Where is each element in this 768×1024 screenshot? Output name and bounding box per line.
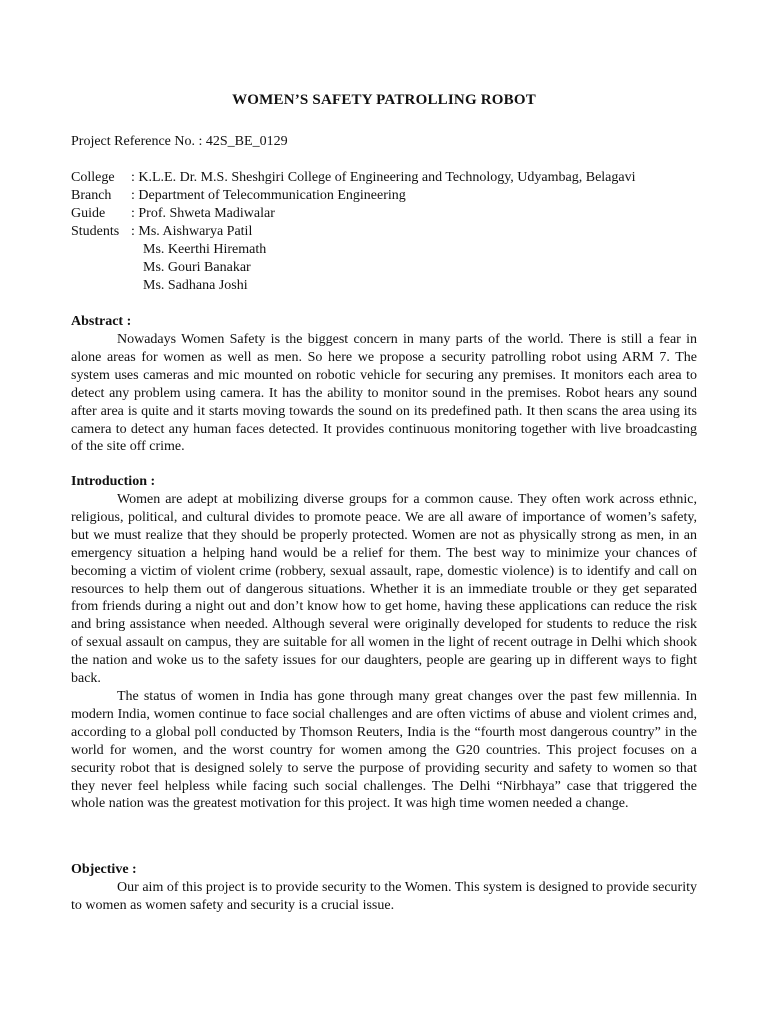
info-value: Ms. Keerthi Hiremath [143, 242, 267, 257]
objective-section [71, 861, 697, 915]
info-key: Branch [71, 188, 112, 203]
abstract-heading: Abstract : [71, 314, 132, 329]
info-row-college [71, 169, 636, 187]
objective-text: Our aim of this project is to provide security to the Women. This system is designed to provide security to women as women safety and security is a crucial issue. [71, 880, 697, 913]
info-value: : K.L.E. Dr. M.S. Sheshgiri College of Engineering and Technology, Udyambag, Belagavi [131, 170, 636, 185]
info-value: : Ms. Aishwarya Patil [131, 224, 253, 239]
info-key [71, 259, 143, 277]
info-key [71, 241, 143, 259]
info-row-student [71, 241, 636, 259]
project-info [71, 169, 636, 295]
objective-heading: Objective : [71, 862, 137, 877]
document-title: WOMEN’S SAFETY PATROLLING ROBOT [232, 92, 536, 108]
info-row-branch [71, 187, 636, 205]
info-value: Ms. Gouri Banakar [143, 260, 251, 275]
info-value: : Prof. Shweta Madiwalar [131, 206, 275, 221]
info-row-student [71, 259, 636, 277]
introduction-paragraph: The status of women in India has gone through many great changes over the past few millennia. In modern India, women continue to face social challenges and are often victims of abuse and violent crimes and, according to a global poll conducted by Thomson Reuters, India is the “fourth most dangerous country” in the world for women, and the worst country for women among the G20 countries. This project focuses on a security robot that is designed solely to serve the purpose of providing security and safety to women so that they never feel helpless while facing such social challenges. The Delhi “Nirbhaya” case that triggered the whole nation was the greatest motivation for this project. It was high time women needed a change. [71, 688, 697, 812]
info-key: Students [71, 224, 120, 239]
info-row-guide [71, 205, 636, 223]
introduction-heading: Introduction : [71, 474, 156, 489]
info-value: Ms. Sadhana Joshi [143, 278, 248, 293]
info-value: : Department of Telecommunication Engineering [131, 188, 406, 203]
info-key [71, 277, 143, 295]
abstract-section [71, 313, 697, 456]
info-row-student [71, 277, 636, 295]
abstract-text: Nowadays Women Safety is the biggest concern in many parts of the world. There is still a fear in alone areas for women as well as men. So here we propose a security patrolling robot using ARM 7. The system uses cameras and mic mounted on robotic vehicle for securing any premises. It monitors each area to detect any problem using camera. It has the ability to monitor sound in the premises. Robot hears any sound after area is quite and it starts moving towards the sound on its predefined path. It then scans the area using its camera to detect any human faces detected. It provides continuous monitoring together with live broadcasting of the site off crime. [71, 332, 697, 455]
info-key: Guide [71, 206, 106, 221]
introduction-section [71, 473, 697, 813]
introduction-paragraph: Women are adept at mobilizing diverse groups for a common cause. They often work across ethnic, religious, political, and cultural divides to promote peace. We are all aware of importance of women’s safety, but we must realize that they should be properly protected. Women are not as physically strong as men, in an emergency situation a helping hand would be a relief for them. The best way to minimize your chances of becoming a victim of violent crime (robbery, sexual assault, rape, domestic violence) is to identify and call on resources to help them out of dangerous situations. Whether it is an immediate trouble or they get separated from friends during a night out and don’t know how to get home, having these applications can reduce the risk and bring assistance when needed. Although several were originally developed for students to reduce the risk of sexual assault on campus, they are suitable for all women in the light of recent outrage in Delhi which shook the nation and woke us to the safety issues for our daughters, people are gearing up in different ways to fight back. [71, 492, 697, 687]
info-row-students [71, 223, 636, 241]
info-key: College [71, 170, 115, 185]
project-reference: Project Reference No. : 42S_BE_0129 [71, 134, 288, 149]
